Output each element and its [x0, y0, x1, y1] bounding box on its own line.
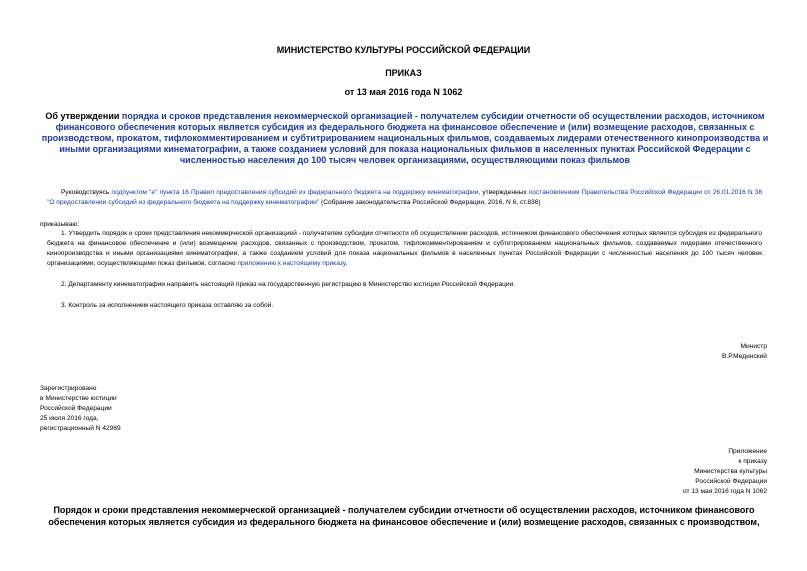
appendix-line: Приложение [728, 448, 767, 455]
ministry-heading: МИНИСТЕРСТВО КУЛЬТУРЫ РОССИЙСКОЙ ФЕДЕРАЦИИ [276, 45, 531, 55]
appendix-line: от 13 мая 2016 года N 1062 [682, 488, 767, 495]
appendix-link[interactable]: приложению к настоящему приказу [237, 260, 346, 267]
registration-line: 25 июля 2016 года, [40, 415, 99, 422]
registration-line: Зарегистрировано [40, 385, 97, 392]
signature-block [722, 342, 767, 362]
preamble-text-1: Руководствуясь [61, 189, 112, 196]
appendix-line: Министерства культуры [694, 468, 767, 475]
title-lead: Об утверждении [45, 111, 122, 121]
document-type: ПРИКАЗ [385, 68, 422, 78]
signature-name: В.Р.Мединский [721, 353, 767, 360]
preamble-text-3: (Собрание законодательства Российской Федерации, 2016, N 6, ст.836) [319, 199, 541, 206]
resolution-link[interactable]: постановлением Правительства Российской Федерации от 26.01.2016 N 38 "О предоставлении субсидий из федерального бюджета на поддержку кинематографии" [47, 189, 763, 206]
item-1-paragraph [47, 229, 762, 269]
registration-line: регистрационный N 42969 [40, 425, 121, 432]
registration-line: Российской Федерации [40, 405, 112, 412]
item-1-end: . [345, 260, 348, 267]
item-3-paragraph: 3. Контроль за исполнением настоящего приказа оставляю за собой. [61, 302, 274, 309]
appendix-title: Порядок и сроки представления некоммерческой организацией - получателем субсидии отчетности об осуществлении расходов, источником финансового обеспечения которых является субсидия из федерального бюджета на финансовое обеспечение и (или) возмещение расходов, связанных с производством, [48, 505, 760, 527]
registration-block [40, 384, 121, 434]
item-2-paragraph: 2. Департаменту кинематографии направить настоящий приказ на государственную регистрацию в Министерство юстиции Российской Федерации. [61, 281, 516, 288]
registration-line: в Министерстве юстиции [40, 395, 117, 402]
appendix-header [683, 447, 767, 497]
item-1-text: 1. Утвердить порядок и сроки представления некоммерческой организацией - получателем субсидии отчетности об осуществлении расходов, источником финансового обеспечения которых является субсидия из федерального бюджета на финансовое обеспечение и (или) возмещение расходов, связанных с производством, прокатом, тифлокомментированием и субтитрированием национальных фильмов, создаваемых лидерами отечественного кинопроизводства и иными организациями кинематографии, а также созданием условий для показа национальных фильмов в населенных пунктах Российской Федерации с численностью населения до 100 тысяч человек организациями, осуществляющими показ фильмов, согласно [47, 230, 762, 267]
appendix-line: Российской Федерации [695, 478, 767, 485]
signature-position: Министр [740, 343, 767, 350]
title-link[interactable]: порядка и сроков представления некоммерческой организацией - получателем субсидии отчетности об осуществлении расходов, источником финансового обеспечения которых является субсидия из федерального бюджета на финансовое обеспечение и (или) возмещение расходов, связанных с производством, прокатом, тифлокомментированием и субтитрированием национальных фильмов, создаваемых лидерами отечественного кинопроизводства и иными организациями кинематографии, а также созданием условий для показа национальных фильмов в населенных пунктах Российской Федерации с численностью населения до 100 тысяч человек организациями, осуществляющими показ фильмов [41, 111, 769, 165]
rules-link[interactable]: подпунктом "е" пункта 16 Правил предоставления субсидий из федерального бюджета на поддержку кинематографии [111, 189, 479, 196]
appendix-line: к приказу [738, 458, 767, 465]
order-word: приказываю: [40, 221, 80, 228]
order-date-number: от 13 мая 2016 года N 1062 [344, 87, 463, 97]
preamble-text-2: , утвержденных [478, 189, 529, 196]
order-title [40, 111, 770, 166]
preamble-paragraph [47, 188, 762, 208]
